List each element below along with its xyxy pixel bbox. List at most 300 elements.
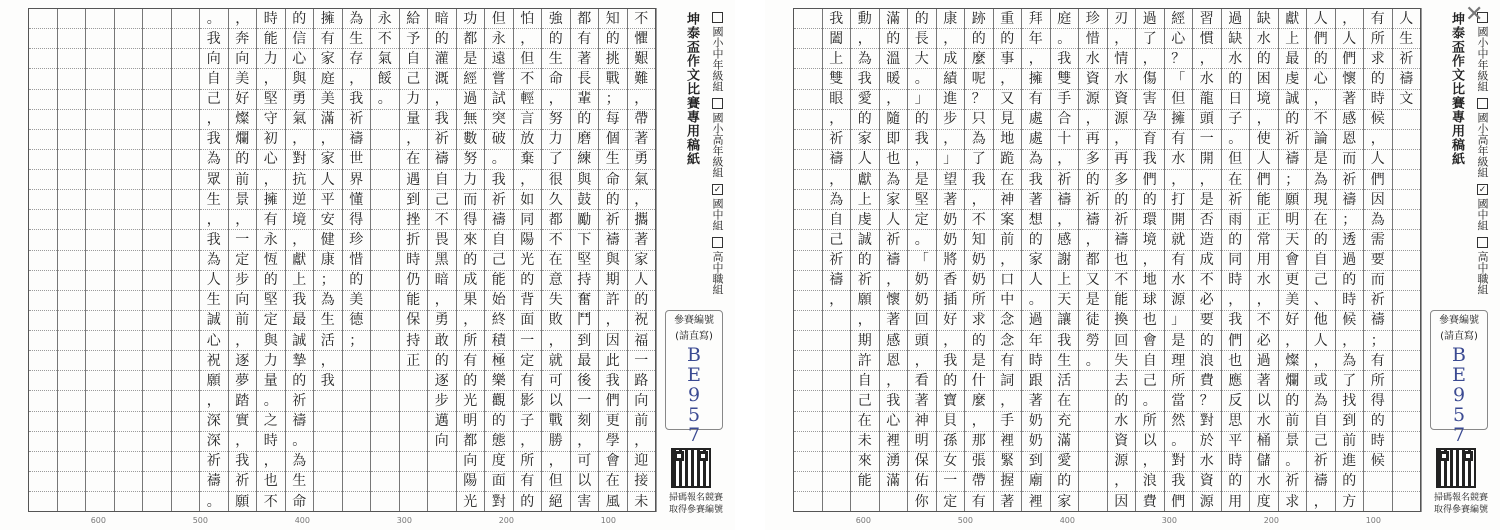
grid-cell: 為 xyxy=(1307,170,1335,190)
grid-cell: 夢 xyxy=(229,371,257,391)
grid-cell: 源 xyxy=(1108,110,1136,130)
grid-cell xyxy=(823,412,851,432)
grid-cell: 所 xyxy=(1364,29,1392,49)
grid-cell xyxy=(1393,351,1421,371)
grid-cell: 祈 xyxy=(1051,170,1079,190)
grid-cell xyxy=(1079,391,1107,411)
grid-cell: 向 xyxy=(200,49,228,69)
grid-cell: 與 xyxy=(257,331,285,351)
grid-cell: 己 xyxy=(851,391,879,411)
grid-cell: 的 xyxy=(1079,170,1107,190)
grid-cell xyxy=(371,472,399,492)
grid-cell: 我 xyxy=(823,9,851,29)
grid-cell: 自 xyxy=(485,230,513,250)
grid-cell: 永 xyxy=(257,230,285,250)
grid-cell xyxy=(794,110,822,130)
grid-cell: 源 xyxy=(1108,452,1136,472)
grid-cell: ， xyxy=(1193,170,1221,190)
text-column xyxy=(399,9,428,511)
grid-cell: 景 xyxy=(229,190,257,210)
checked-box-icon[interactable]: ✓ xyxy=(712,185,723,195)
grid-cell xyxy=(115,190,143,210)
grid-cell: 念 xyxy=(994,311,1022,331)
grid-cell xyxy=(58,251,86,271)
grid-cell: 己 xyxy=(1307,432,1335,452)
grid-cell: 己 xyxy=(485,251,513,271)
grid-cell xyxy=(794,291,822,311)
category-option-label: 高中職組 xyxy=(1476,251,1489,295)
grid-cell: 練 xyxy=(571,150,599,170)
grid-cell xyxy=(115,9,143,29)
grid-cell: 之 xyxy=(257,412,285,432)
grid-cell: 害 xyxy=(577,493,592,510)
grid-cell: 的 xyxy=(1108,190,1136,210)
grid-cell xyxy=(371,311,399,331)
grid-cell: 見 xyxy=(994,110,1022,130)
grid-cell: ， xyxy=(851,29,879,49)
grid-cell xyxy=(115,412,143,432)
grid-cell: 願 xyxy=(1279,190,1307,210)
grid-cell: 著 xyxy=(1022,391,1050,411)
text-column xyxy=(1021,9,1050,511)
grid-cell xyxy=(823,331,851,351)
ruler-mark: 400 xyxy=(294,516,310,525)
grid-cell xyxy=(143,210,171,230)
grid-cell: 我 xyxy=(599,371,627,391)
grid-cell: 不 xyxy=(428,210,456,230)
grid-cell xyxy=(115,271,143,291)
grid-cell xyxy=(29,210,57,230)
grid-cell: ， xyxy=(1079,230,1107,250)
category-option-label: 國小中年級組 xyxy=(711,26,724,92)
grid-cell: 湧 xyxy=(880,452,908,472)
essay-sheet-right xyxy=(765,0,1500,530)
grid-cell: 我 xyxy=(1165,472,1193,492)
grid-cell: 而 xyxy=(1364,271,1392,291)
grid-cell: 氣 xyxy=(371,49,399,69)
grid-cell: 我 xyxy=(908,130,936,150)
grid-cell: 裡 xyxy=(1028,493,1043,510)
text-column xyxy=(427,9,456,511)
grid-cell xyxy=(1393,170,1421,190)
grid-cell: 頭 xyxy=(908,331,936,351)
grid-cell xyxy=(172,412,200,432)
grid-cell xyxy=(172,110,200,130)
grid-cell xyxy=(58,9,86,29)
grid-cell: 量 xyxy=(400,110,428,130)
grid-cell xyxy=(58,271,86,291)
grid-cell: 的 xyxy=(343,271,371,291)
grid-cell xyxy=(343,412,371,432)
grid-cell: 願 xyxy=(235,493,250,510)
grid-cell: 龍 xyxy=(1193,90,1221,110)
grid-cell: 而 xyxy=(1336,150,1364,170)
grid-cell: 雙 xyxy=(1051,69,1079,89)
grid-cell xyxy=(86,311,114,331)
grid-cell: 未 xyxy=(851,432,879,452)
grid-cell xyxy=(115,130,143,150)
text-column xyxy=(1306,9,1335,511)
grid-cell: 插 xyxy=(937,291,965,311)
grid-cell: 以 xyxy=(571,472,599,492)
grid-cell xyxy=(314,492,342,511)
grid-cell xyxy=(86,412,114,432)
ruler-mark: 100 xyxy=(600,516,616,525)
text-column xyxy=(850,9,879,511)
grid-cell: 需 xyxy=(1364,230,1392,250)
category-option[interactable] xyxy=(709,184,725,231)
grid-cell xyxy=(86,190,114,210)
grid-cell: 懼 xyxy=(628,29,656,49)
grid-cell xyxy=(343,371,371,391)
grid-cell: 著 xyxy=(1022,190,1050,210)
grid-cell: 用 xyxy=(1228,493,1243,510)
grid-cell: 水 xyxy=(1079,49,1107,69)
grid-cell: 一 xyxy=(937,472,965,492)
grid-cell: 貝 xyxy=(937,412,965,432)
grid-cell: 溉 xyxy=(428,69,456,89)
grid-cell: 力 xyxy=(257,49,285,69)
grid-cell: 的 xyxy=(851,110,879,130)
category-option[interactable] xyxy=(709,98,725,178)
grid-cell: 珍 xyxy=(343,230,371,250)
grid-cell xyxy=(115,90,143,110)
grid-cell: 子 xyxy=(1222,110,1250,130)
grid-cell: 畏 xyxy=(428,230,456,250)
grid-cell: 己 xyxy=(823,230,851,250)
grid-cell: 事 xyxy=(994,49,1022,69)
grid-cell xyxy=(115,291,143,311)
grid-cell: 天 xyxy=(1051,291,1079,311)
grid-cell: 惜 xyxy=(343,251,371,271)
grid-cell: 挑 xyxy=(599,49,627,69)
grid-cell: 為 xyxy=(880,170,908,190)
empty-box-icon[interactable] xyxy=(712,237,723,248)
ruler-mark: 600 xyxy=(855,516,871,525)
grid-cell: 有 xyxy=(514,472,542,492)
grid-cell: 水 xyxy=(1193,69,1221,89)
grid-cell xyxy=(115,230,143,250)
grid-cell xyxy=(86,371,114,391)
grid-cell: 步 xyxy=(229,271,257,291)
grid-cell: 時 xyxy=(1364,90,1392,110)
grid-cell: 風 xyxy=(605,493,620,510)
entry-number-hint: (請直寫) xyxy=(1440,331,1478,342)
grid-cell: 們 xyxy=(599,391,627,411)
grid-cell: 己 xyxy=(428,190,456,210)
grid-cell: 向 xyxy=(428,432,456,452)
grid-cell xyxy=(823,391,851,411)
grid-cell: 的 xyxy=(1364,412,1392,432)
grid-cell xyxy=(86,9,114,29)
grid-cell xyxy=(172,271,200,291)
grid-cell: 方 xyxy=(1342,493,1357,510)
grid-cell: 數 xyxy=(457,130,485,150)
empty-box-icon[interactable] xyxy=(712,12,723,23)
grid-cell: 因 xyxy=(599,331,627,351)
grid-cell: 一 xyxy=(1193,130,1221,150)
grid-cell: 過 xyxy=(1022,311,1050,331)
grid-cell: 我 xyxy=(200,29,228,49)
empty-box-icon[interactable] xyxy=(1477,98,1488,109)
grid-cell: 不 xyxy=(542,230,570,250)
grid-cell: 光 xyxy=(463,493,478,510)
grid-cell: 永 xyxy=(485,29,513,49)
grid-cell xyxy=(371,210,399,230)
grid-cell: 活 xyxy=(1051,371,1079,391)
grid-cell: 不 xyxy=(1250,311,1278,331)
grid-cell: 如 xyxy=(514,190,542,210)
grid-cell: 也 xyxy=(1222,351,1250,371)
grid-cell: 明 xyxy=(457,412,485,432)
grid-cell: ， xyxy=(965,190,993,210)
grid-cell: 誠 xyxy=(286,331,314,351)
grid-cell: 資 xyxy=(1108,432,1136,452)
grid-cell: 持 xyxy=(400,331,428,351)
entry-number-value xyxy=(1431,345,1487,445)
grid-cell: 、 xyxy=(1307,291,1335,311)
grid-cell: 的 xyxy=(880,29,908,49)
grid-cell: 好 xyxy=(229,90,257,110)
grid-cell: 資 xyxy=(1079,69,1107,89)
grid-cell: 是 xyxy=(908,170,936,190)
grid-cell xyxy=(172,130,200,150)
grid-cell xyxy=(794,150,822,170)
grid-cell: 了 xyxy=(1136,29,1164,49)
grid-cell xyxy=(29,170,57,190)
grid-cell: 步 xyxy=(937,110,965,130)
grid-cell: ， xyxy=(908,351,936,371)
grid-cell: 向 xyxy=(229,49,257,69)
grid-cell: 愛 xyxy=(851,90,879,110)
category-option[interactable] xyxy=(1474,98,1490,178)
grid-cell: ， xyxy=(286,230,314,250)
grid-cell: 只 xyxy=(965,110,993,130)
grid-cell xyxy=(29,452,57,472)
grid-cell: 著 xyxy=(1250,371,1278,391)
grid-cell: 們 xyxy=(1222,331,1250,351)
grid-cell: 謝 xyxy=(1051,251,1079,271)
grid-cell: 會 xyxy=(1279,251,1307,271)
grid-cell: 到 xyxy=(571,331,599,351)
grid-cell xyxy=(1393,110,1421,130)
grid-cell: 滿 xyxy=(1051,432,1079,452)
category-option[interactable] xyxy=(709,12,725,92)
grid-cell: ， xyxy=(257,452,285,472)
grid-cell xyxy=(371,432,399,452)
grid-cell: 禱 xyxy=(599,230,627,250)
grid-cell: 找 xyxy=(1336,391,1364,411)
qr-code-icon xyxy=(671,448,711,488)
grid-cell: ， xyxy=(1108,29,1136,49)
grid-cell xyxy=(115,49,143,69)
grid-cell: 向 xyxy=(457,452,485,472)
grid-cell: ， xyxy=(542,452,570,472)
grid-cell xyxy=(172,69,200,89)
grid-cell: 健 xyxy=(314,230,342,250)
grid-cell: 恩 xyxy=(880,351,908,371)
grid-cell: 守 xyxy=(257,110,285,130)
grid-cell: ； xyxy=(343,331,371,351)
grid-cell: 前 xyxy=(229,170,257,190)
grid-cell: 自 xyxy=(400,49,428,69)
grid-cell: 意 xyxy=(542,271,570,291)
grid-cell: 我 xyxy=(1051,331,1079,351)
grid-cell: 始 xyxy=(485,291,513,311)
grid-cell xyxy=(143,29,171,49)
grid-cell: 文 xyxy=(1393,90,1421,110)
grid-cell: 子 xyxy=(514,412,542,432)
grid-cell: 難 xyxy=(628,69,656,89)
checked-box-icon[interactable]: ✓ xyxy=(1477,185,1488,195)
grid-cell xyxy=(86,432,114,452)
grid-cell: 的 xyxy=(1222,472,1250,492)
grid-cell: 輩 xyxy=(571,90,599,110)
grid-cell: 多 xyxy=(1079,150,1107,170)
grid-cell xyxy=(29,251,57,271)
grid-cell: 祈 xyxy=(200,452,228,472)
grid-cell: 」 xyxy=(937,150,965,170)
grid-cell: 也 xyxy=(880,150,908,170)
grid-cell: 我 xyxy=(229,452,257,472)
grid-cell: 初 xyxy=(257,130,285,150)
grid-cell: 大 xyxy=(908,49,936,69)
grid-cell: 祈 xyxy=(1307,452,1335,472)
grid-cell xyxy=(371,412,399,432)
grid-cell xyxy=(880,492,908,511)
grid-cell: 水 xyxy=(1108,69,1136,89)
empty-box-icon[interactable] xyxy=(712,98,723,109)
grid-cell: 浪 xyxy=(1193,351,1221,371)
grid-cell: 此 xyxy=(599,351,627,371)
grid-cell xyxy=(86,49,114,69)
grid-cell: 又 xyxy=(994,90,1022,110)
grid-cell xyxy=(172,29,200,49)
grid-cell: 為 xyxy=(286,452,314,472)
grid-cell: 攜 xyxy=(628,210,656,230)
grid-cell: 生 xyxy=(343,29,371,49)
category-options xyxy=(1474,12,1490,301)
category-option[interactable] xyxy=(709,237,725,295)
grid-cell xyxy=(58,351,86,371)
grid-cell: 己 xyxy=(1136,371,1164,391)
grid-cell xyxy=(58,230,86,250)
grid-cell: 奶 xyxy=(908,271,936,291)
grid-cell: 的 xyxy=(1250,49,1278,69)
grid-cell xyxy=(1079,492,1107,511)
grid-cell xyxy=(29,492,57,511)
grid-cell xyxy=(115,331,143,351)
grid-cell: 心 xyxy=(1307,69,1335,89)
grid-cell: ， xyxy=(1307,351,1335,371)
grid-cell: ， xyxy=(1108,472,1136,492)
grid-cell xyxy=(143,472,171,492)
grid-cell: 知 xyxy=(965,230,993,250)
grid-cell: 力 xyxy=(542,130,570,150)
grid-cell: 輕 xyxy=(514,90,542,110)
grid-cell: 奶 xyxy=(965,271,993,291)
grid-cell: ， xyxy=(1108,130,1136,150)
grid-cell xyxy=(58,130,86,150)
grid-cell: 孕 xyxy=(1136,110,1164,130)
grid-cell: 都 xyxy=(457,432,485,452)
category-option[interactable] xyxy=(1474,184,1490,231)
grid-cell xyxy=(428,472,456,492)
grid-cell: 著 xyxy=(880,311,908,331)
ruler-mark: 400 xyxy=(1059,516,1075,525)
grid-cell xyxy=(400,391,428,411)
grid-cell xyxy=(86,291,114,311)
grid-cell xyxy=(343,472,371,492)
grid-cell xyxy=(371,190,399,210)
grid-cell xyxy=(143,110,171,130)
grid-cell: 一 xyxy=(628,351,656,371)
grid-cell: 生 xyxy=(542,49,570,69)
grid-cell: 桶 xyxy=(1250,432,1278,452)
grid-cell: 久 xyxy=(542,190,570,210)
grid-cell: 費 xyxy=(1142,493,1157,510)
ruler-mark: 600 xyxy=(90,516,106,525)
grid-cell: 戰 xyxy=(599,69,627,89)
grid-cell: 必 xyxy=(1193,291,1221,311)
grid-cell: 正 xyxy=(400,351,428,371)
grid-cell: 頭 xyxy=(1193,110,1221,130)
grid-cell: 的 xyxy=(229,150,257,170)
grid-cell: 能 xyxy=(485,271,513,291)
grid-cell: 。 xyxy=(257,391,285,411)
grid-cell: 時 xyxy=(257,9,285,29)
grid-cell: 與 xyxy=(286,69,314,89)
qr-caption-line-2: 取得參賽編號 xyxy=(668,505,723,515)
grid-cell xyxy=(58,412,86,432)
grid-cell: 家 xyxy=(851,130,879,150)
grid-cell: 我 xyxy=(314,371,342,391)
grid-cell: 陽 xyxy=(457,472,485,492)
grid-cell: 球 xyxy=(1136,291,1164,311)
grid-cell: 否 xyxy=(1193,210,1221,230)
grid-cell xyxy=(143,9,171,29)
grid-cell: 而 xyxy=(457,190,485,210)
grid-cell: 。 xyxy=(485,150,513,170)
grid-cell: 手 xyxy=(1051,90,1079,110)
grid-cell xyxy=(143,130,171,150)
grid-cell: 人 xyxy=(1336,29,1364,49)
grid-cell xyxy=(794,251,822,271)
grid-cell: 了 xyxy=(965,150,993,170)
grid-cell: 我 xyxy=(428,110,456,130)
grid-cell: 黑 xyxy=(428,251,456,271)
grid-cell: 面 xyxy=(485,472,513,492)
grid-cell: 重 xyxy=(994,9,1022,29)
grid-cell: 在 xyxy=(1307,210,1335,230)
grid-cell: 再 xyxy=(1108,150,1136,170)
text-column xyxy=(1107,9,1136,511)
category-option[interactable] xyxy=(1474,237,1490,295)
grid-cell xyxy=(172,391,200,411)
grid-cell xyxy=(1393,412,1421,432)
grid-cell xyxy=(115,170,143,190)
grid-cell: 言 xyxy=(514,110,542,130)
grid-cell: 放 xyxy=(514,130,542,150)
grid-cell: 要 xyxy=(1364,251,1392,271)
grid-cell: 期 xyxy=(851,331,879,351)
grid-cell: 育 xyxy=(1136,130,1164,150)
grid-cell xyxy=(29,190,57,210)
grid-cell: 為 xyxy=(1022,150,1050,170)
grid-cell: 的 xyxy=(994,29,1022,49)
empty-box-icon[interactable] xyxy=(1477,237,1488,248)
grid-cell: ， xyxy=(880,90,908,110)
